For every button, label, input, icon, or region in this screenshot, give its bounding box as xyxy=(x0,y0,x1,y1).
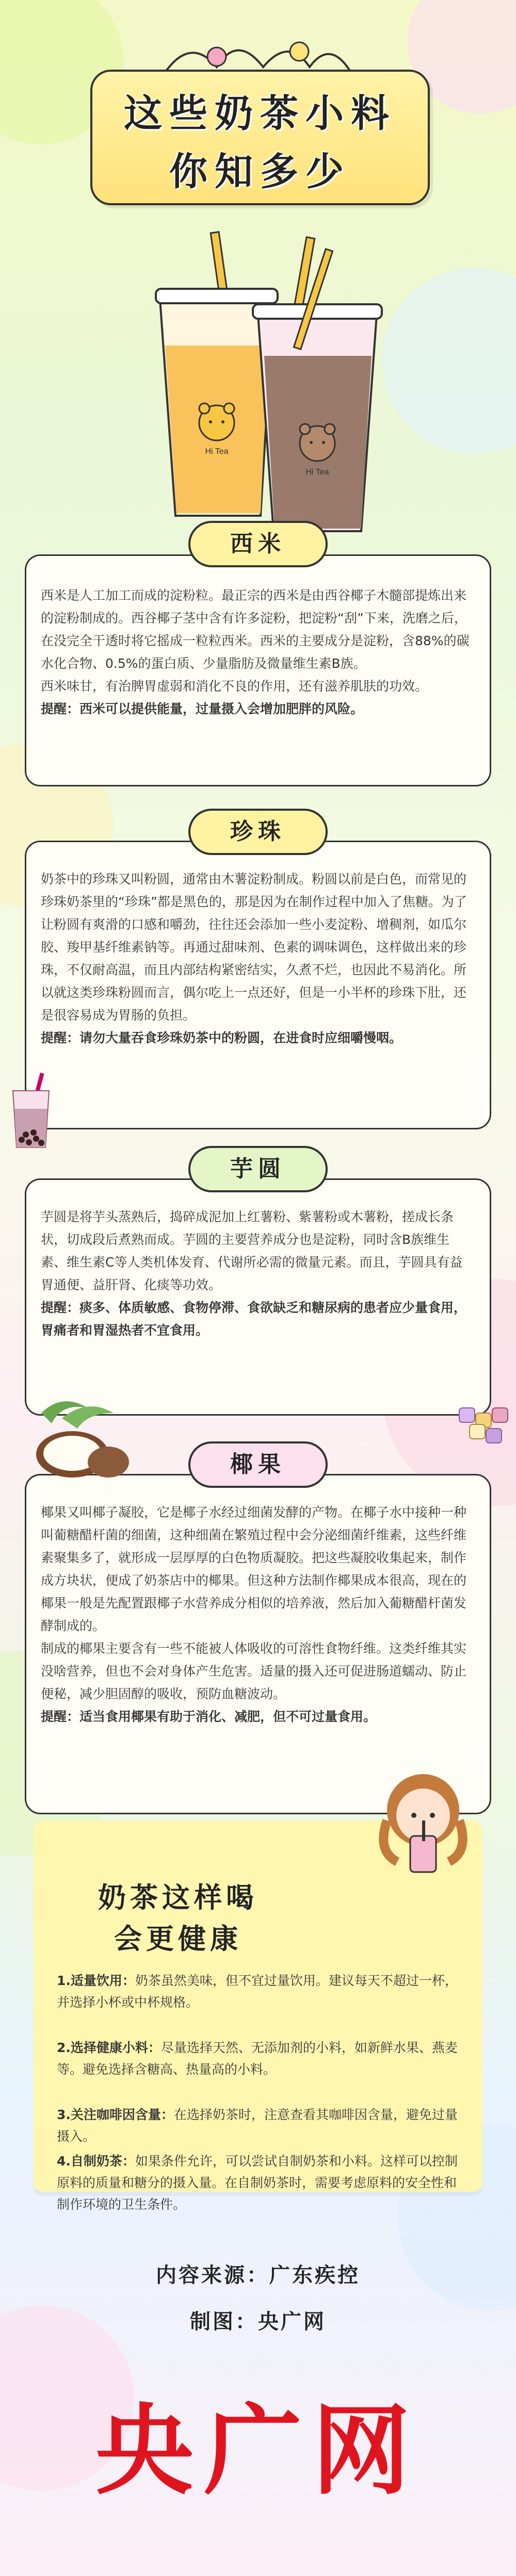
bear-face-icon-2 xyxy=(300,424,335,461)
section-paragraph: 椰果又叫椰子凝胶，它是椰子水经过细菌发酵的产物。在椰子水中接种一种叫葡糖醋杆菌的细菌，这种细菌在繁殖过程中会分泌细菌纤维素，这些纤维素聚集多了，就形成一层厚厚的白色物质凝胶。把这些凝胶收集起来，制作成方块状，便成了奶茶店中的椰果。但这种方法制作椰果成本很高，现在的椰果一般是先配置跟椰子水营养成分相似的培养液，然后加入葡糖醋杆菌发酵制成的。 xyxy=(41,1505,467,1633)
bubble-tea-glass-icon xyxy=(5,1073,57,1150)
tip-item xyxy=(57,2037,459,2080)
tip-text: 在选择奶茶时，注意查看其咖啡因含量，避免过量摄入。 xyxy=(57,2107,458,2144)
bear-face-icon-1 xyxy=(199,403,234,440)
title-line-1: 这些奶茶小料 xyxy=(124,91,396,136)
cup1-label: Hi Tea xyxy=(205,447,229,456)
section-card-yeguo xyxy=(25,1474,491,1814)
title-line-2: 你知多少 xyxy=(169,150,351,194)
section-paragraph: 西米是人工加工而成的淀粉粒。最正宗的西米是由西谷椰子木髓部提炼出来的淀粉制成的。西谷椰子茎中含有许多淀粉，把淀粉“刮”下来，洗磨之后，在没完全干透时将它摇成一粒粒西米。西米的主要成分是淀粉，含88%的碳水化合物、0.5%的蛋白质、少量脂肪及微量维生素B族。 xyxy=(41,588,470,671)
section-warning: 提醒：痰多、体质敏感、食物停滞、食欲缺乏和糖尿病的患者应少量食用，胃痛者和胃湿热者不宜食用。 xyxy=(41,1300,467,1338)
section-heading-ximi: 西米 xyxy=(188,521,328,567)
section-card-zhenzhu xyxy=(25,841,491,1129)
section-paragraph: 奶茶中的珍珠又叫粉圆，通常由木薯淀粉制成。粉圆以前是白色，而常见的珍珠奶茶里的“珍珠”都是黑色的，那是因为在制作过程中加入了焦糖。为了让粉圆有爽滑的口感和嚼劲，往往还会添加一些小麦淀粉、增稠剂，如瓜尔胶、羧甲基纤维素钠等。再通过甜味剂、色素的调味调色，这样做出来的珍珠，不仅耐高温，而且内部结构紧密结实，久煮不烂，也因此不易消化。所以就这类珍珠粉圆而言，偶尔吃上一点还好，但是一小半杯的珍珠下肚，还是很容易成为胃肠的负担。 xyxy=(41,872,467,1023)
section-card-yuyuan xyxy=(25,1178,491,1416)
section-paragraph: 西米味甘，有治脾胃虚弱和消化不良的作用，还有滋养肌肤的功效。 xyxy=(41,679,428,694)
coconut-icon xyxy=(31,1392,134,1480)
section-warning: 提醒：适当食用椰果有助于消化、减肥，但不可过量食用。 xyxy=(41,1709,377,1724)
tip-text: 尽量选择天然、无添加剂的小料，如新鲜水果、燕麦等。避免选择含糖高、热量高的小料。 xyxy=(57,2040,458,2077)
taro-ball-icon xyxy=(454,1392,516,1449)
tip-label: 3.关注咖啡因含量： xyxy=(57,2107,174,2122)
content-source: 内容来源：广东疾控 xyxy=(156,2263,360,2287)
title-card xyxy=(90,70,430,205)
health-title-line-1: 奶茶这样喝 xyxy=(98,1881,258,1914)
tip-label: 4.自制奶茶： xyxy=(57,2154,135,2169)
tip-item xyxy=(57,1970,459,2013)
section-heading-yuyuan: 芋圆 xyxy=(188,1146,328,1192)
health-title-line-2: 会更健康 xyxy=(114,1923,242,1955)
section-warning: 提醒：请勿大量吞食珍珠奶茶中的粉圆，在进食时应细嚼慢咽。 xyxy=(41,1030,402,1045)
tip-item xyxy=(57,2104,459,2147)
tip-text: 如果条件允许，可以尝试自制奶茶和小料。这样可以控制原料的质量和糖分的摄入量。在自制奶茶时，需要考虑原料的安全性和制作环境的卫生条件。 xyxy=(57,2154,458,2212)
health-title xyxy=(34,1877,322,1960)
tip-item xyxy=(57,2151,459,2216)
girl-drinking-icon xyxy=(372,1764,475,1882)
cup2-label: Hi Tea xyxy=(305,468,329,477)
section-heading-zhenzhu: 珍珠 xyxy=(188,809,328,855)
milk-tea-cups-illustration xyxy=(144,227,392,536)
graphic-maker: 制图：央广网 xyxy=(190,2310,326,2334)
section-warning: 提醒：西米可以提供能量，过量摄入会增加肥胖的风险。 xyxy=(41,701,364,716)
tip-label: 1.适量饮用： xyxy=(57,1973,135,1988)
section-heading-yeguo: 椰果 xyxy=(188,1441,328,1488)
cnr-logo: 央广网 xyxy=(95,2394,421,2508)
section-paragraph: 制成的椰果主要含有一些不能被人体吸收的可溶性食物纤维。这类纤维其实没啥营养，但也不会对身体产生危害。适量的摄入还可促进肠道蠕动、防止便秘，减少胆固醇的吸收，预防血糖波动。 xyxy=(41,1641,467,1701)
section-card-ximi xyxy=(25,554,491,786)
tip-label: 2.选择健康小料： xyxy=(57,2040,161,2055)
section-paragraph: 芋圆是将芋头蒸熟后，捣碎成泥加上红薯粉、紫薯粉或木薯粉，搓成长条状，切成段后煮熟而成。芋圆的主要营养成分也是淀粉，同时含B族维生素、维生素C等人类机体发育、代谢所必需的微量元素。而且，芋圆具有益胃通便、益肝肾、化痰等功效。 xyxy=(41,1209,463,1292)
tip-text: 奶茶虽然美味，但不宜过量饮用。建议每天不超过一杯，并选择小杯或中杯规格。 xyxy=(57,1973,458,2010)
